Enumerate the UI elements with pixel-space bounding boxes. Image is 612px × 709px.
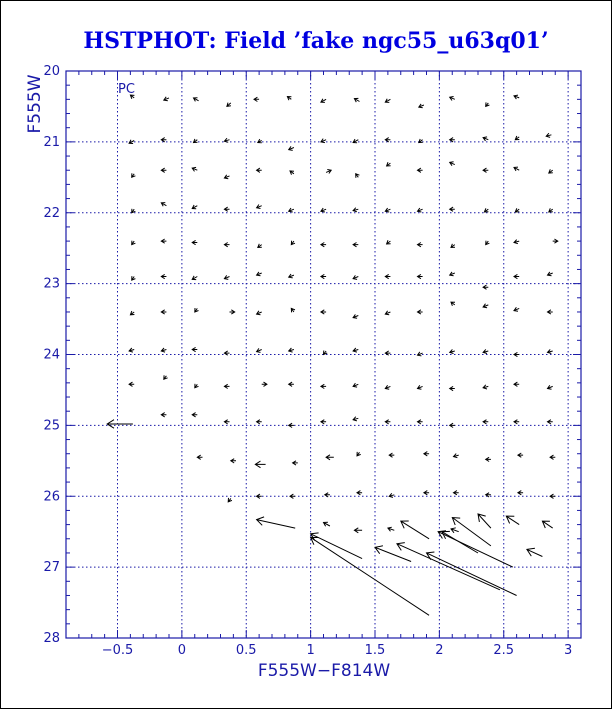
data-arrow: [450, 423, 455, 427]
data-arrow: [542, 521, 552, 528]
data-arrow: [326, 455, 334, 460]
data-arrow: [506, 516, 519, 525]
data-arrow: [130, 311, 134, 315]
data-arrow: [424, 452, 429, 456]
data-arrow: [483, 420, 488, 424]
data-arrow: [553, 239, 558, 243]
data-arrow: [483, 349, 488, 353]
data-arrow: [132, 173, 136, 177]
data-arrow: [478, 514, 491, 528]
data-arrow: [289, 146, 294, 150]
data-arrow: [257, 168, 262, 172]
data-arrow: [161, 168, 166, 172]
data-arrow: [353, 208, 358, 212]
data-arrow: [129, 348, 134, 352]
data-arrow: [418, 310, 423, 314]
data-arrow: [231, 459, 236, 463]
data-arrow: [450, 207, 455, 211]
data-arrow: [161, 310, 166, 314]
data-arrow: [257, 272, 262, 276]
data-arrow: [192, 413, 197, 417]
x-tick-label: 0: [177, 643, 187, 658]
data-arrow: [548, 272, 553, 276]
y-tick-label: 28: [43, 631, 60, 646]
data-arrow: [401, 521, 429, 539]
data-arrow: [514, 95, 519, 99]
data-arrow: [197, 455, 202, 459]
data-arrow: [192, 240, 197, 244]
data-arrow: [357, 491, 362, 495]
data-arrow: [418, 385, 423, 389]
data-arrow: [321, 420, 326, 424]
data-arrow: [549, 208, 553, 212]
data-arrow: [164, 375, 168, 379]
data-arrow: [385, 385, 390, 389]
y-tick-label: 27: [43, 560, 60, 576]
y-tick-label: 25: [43, 418, 60, 434]
y-tick-label: 20: [43, 64, 60, 79]
data-arrow: [515, 208, 519, 212]
y-tick-label: 26: [43, 489, 60, 505]
data-arrow: [418, 274, 423, 278]
data-arrow: [483, 285, 488, 289]
data-arrow: [514, 307, 519, 311]
data-arrow: [107, 420, 133, 429]
data-arrow: [129, 382, 134, 386]
data-arrow: [258, 244, 262, 248]
data-arrow: [132, 276, 136, 280]
data-arrow: [418, 420, 423, 424]
data-arrow: [514, 167, 519, 171]
data-arrow: [321, 208, 326, 212]
data-arrow: [289, 382, 294, 386]
data-arrow: [255, 461, 265, 468]
data-arrow: [356, 174, 360, 178]
data-arrow: [451, 302, 455, 306]
data-arrow: [195, 308, 199, 312]
data-arrow: [353, 243, 358, 247]
data-arrow: [257, 420, 262, 424]
data-arrow: [192, 347, 197, 351]
data-arrow: [224, 275, 229, 279]
data-arrow: [311, 537, 430, 615]
data-arrow: [289, 274, 294, 278]
data-arrow: [257, 348, 262, 352]
data-arrow: [194, 139, 198, 143]
data-arrow: [224, 175, 229, 179]
data-arrow: [550, 455, 555, 459]
data-arrow: [451, 528, 459, 533]
y-tick-label: 23: [43, 276, 60, 292]
data-arrow: [224, 420, 229, 424]
data-arrow: [385, 274, 390, 278]
data-arrow: [549, 169, 553, 173]
data-arrow: [326, 170, 331, 174]
data-arrow: [450, 97, 455, 101]
data-arrow: [546, 133, 551, 137]
data-arrow: [514, 420, 519, 424]
data-arrow: [424, 491, 429, 495]
data-arrow: [484, 208, 488, 212]
data-arrow: [419, 139, 423, 143]
data-arrow: [419, 104, 424, 108]
data-arrow: [321, 139, 326, 143]
data-arrow: [353, 383, 358, 387]
data-arrow: [389, 493, 394, 497]
data-arrow: [132, 209, 136, 213]
data-arrow: [454, 491, 459, 495]
data-arrow: [518, 453, 523, 457]
data-arrow: [450, 162, 455, 166]
data-arrow: [357, 452, 361, 456]
data-arrow: [514, 352, 519, 356]
data-arrow: [418, 352, 423, 356]
data-arrow: [291, 308, 295, 312]
data-arrow: [514, 274, 519, 278]
data-arrow: [290, 494, 295, 498]
data-arrow: [385, 208, 390, 212]
data-arrow: [254, 97, 259, 101]
data-arrow: [324, 351, 328, 355]
data-arrow: [353, 139, 358, 143]
x-axis-title: F555W−F814W: [257, 661, 391, 681]
data-arrow: [262, 382, 267, 386]
data-arrow: [224, 384, 229, 388]
data-arrow: [161, 348, 166, 352]
data-arrow: [257, 311, 262, 315]
data-arrow: [486, 457, 491, 461]
data-arrow: [161, 413, 166, 417]
data-arrow: [385, 99, 390, 103]
data-arrow: [161, 138, 166, 142]
data-arrow: [324, 522, 330, 526]
data-arrow: [321, 274, 326, 278]
y-axis-title: F555W: [25, 74, 45, 134]
data-arrow: [483, 137, 488, 141]
data-arrow: [548, 310, 553, 314]
x-tick-label: 0.5: [235, 643, 257, 658]
x-tick-label: 2: [435, 643, 444, 658]
data-arrow: [230, 310, 235, 314]
data-arrow: [321, 99, 326, 103]
data-arrow: [353, 348, 358, 352]
data-arrow: [289, 348, 294, 352]
data-arrow: [257, 205, 262, 209]
chart-title: HSTPHOT: Field ’fake ngc55_u63q01’: [83, 28, 549, 54]
data-arrow: [527, 548, 543, 556]
data-arrow: [257, 517, 296, 528]
data-arrow: [161, 274, 166, 278]
x-tick-label: 2.5: [493, 643, 515, 658]
data-arrow: [387, 240, 391, 244]
data-arrow: [353, 417, 358, 421]
data-arrow: [192, 276, 197, 280]
data-arrow: [257, 494, 262, 498]
x-tick-label: 3: [563, 643, 573, 658]
arrow-vectors: [107, 95, 558, 615]
data-arrow: [164, 97, 169, 101]
data-arrow: [550, 494, 555, 498]
data-arrow: [548, 420, 553, 424]
data-arrow: [325, 493, 330, 497]
data-arrow: [228, 498, 232, 502]
data-arrow: [289, 423, 294, 427]
data-arrow: [224, 207, 229, 211]
data-arrow: [483, 385, 488, 389]
data-arrow: [385, 138, 390, 142]
x-tick-label: −0.5: [101, 643, 134, 658]
data-arrow: [486, 102, 490, 106]
data-arrow: [548, 385, 553, 389]
data-arrow: [287, 97, 291, 101]
data-arrow: [354, 98, 359, 102]
y-tick-label: 24: [43, 347, 60, 363]
data-arrow: [486, 241, 490, 245]
data-arrow: [385, 420, 390, 424]
data-arrow: [450, 386, 455, 390]
data-arrow: [518, 491, 523, 495]
data-arrow: [353, 275, 358, 279]
data-arrow: [387, 162, 391, 166]
x-tick-labels: [102, 643, 573, 658]
data-arrow: [450, 138, 455, 142]
data-arrow: [224, 351, 229, 355]
data-arrow: [258, 139, 262, 143]
data-arrow: [418, 168, 423, 172]
data-arrow: [321, 310, 326, 314]
data-arrow: [483, 168, 488, 172]
data-arrow: [451, 244, 455, 248]
data-arrow: [132, 241, 136, 245]
data-arrow: [483, 304, 488, 308]
data-arrow: [161, 203, 166, 207]
data-arrow: [454, 454, 459, 458]
data-arrow: [397, 543, 500, 590]
data-arrow: [418, 243, 423, 247]
data-arrow: [293, 461, 298, 465]
data-arrow: [514, 240, 519, 244]
data-arrow: [515, 136, 519, 140]
data-arrow: [321, 384, 326, 388]
data-arrow: [354, 528, 362, 533]
data-arrow: [291, 241, 295, 245]
data-arrow: [161, 239, 166, 243]
data-arrow: [321, 243, 326, 247]
data-arrow: [195, 384, 199, 388]
data-arrow: [129, 140, 134, 144]
data-arrow: [548, 349, 553, 353]
y-tick-labels: [43, 64, 60, 646]
data-arrow: [389, 453, 394, 457]
data-arrow: [192, 167, 197, 171]
data-arrow: [192, 205, 197, 209]
data-arrow: [289, 208, 294, 212]
x-tick-label: 1.5: [364, 643, 386, 658]
data-arrow: [224, 138, 229, 142]
data-arrow: [224, 243, 229, 247]
data-arrow: [450, 349, 455, 353]
data-arrow: [385, 311, 390, 315]
data-arrow: [388, 527, 394, 531]
data-arrow: [427, 552, 517, 596]
data-arrow: [418, 208, 423, 212]
y-tick-label: 21: [43, 134, 60, 150]
data-arrow: [290, 171, 294, 175]
x-tick-label: 1: [306, 643, 315, 658]
data-arrow: [227, 103, 231, 107]
data-arrow: [514, 382, 519, 386]
data-arrow: [194, 98, 199, 102]
panel-label: PC: [118, 82, 135, 97]
y-tick-label: 22: [43, 205, 60, 221]
data-arrow: [353, 314, 358, 318]
data-arrow: [450, 272, 455, 276]
